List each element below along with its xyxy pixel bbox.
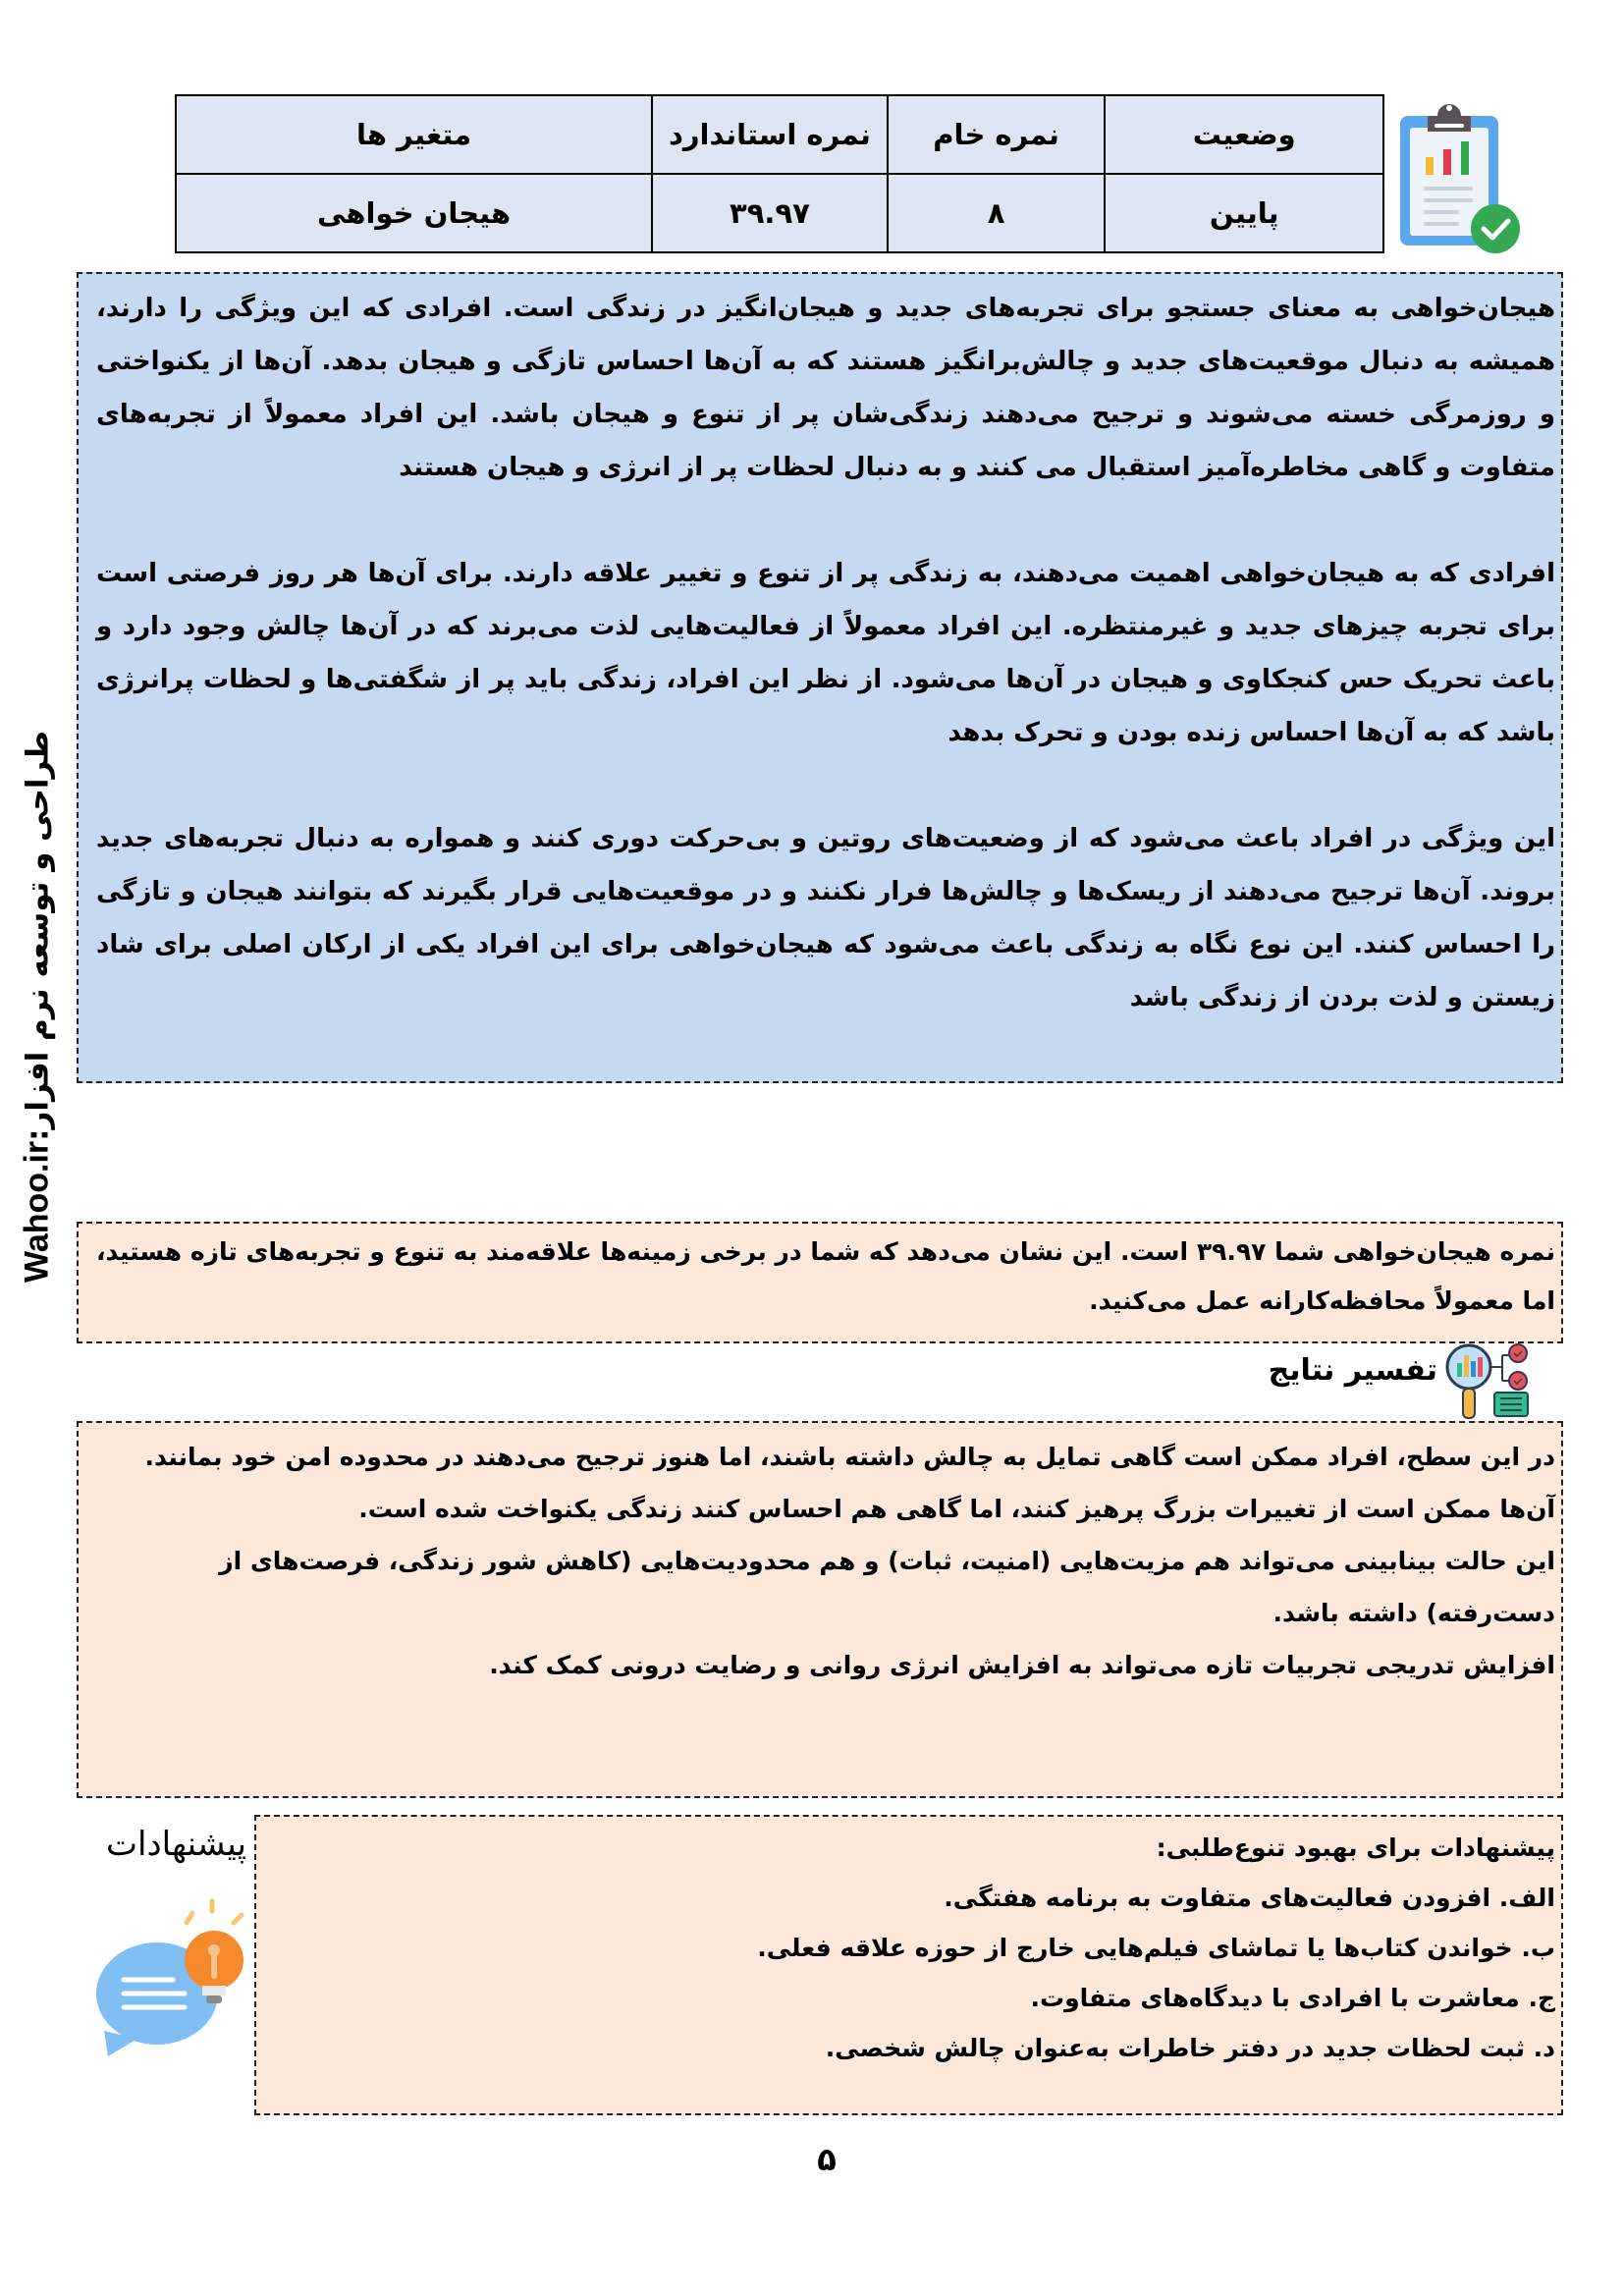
suggestions-box (254, 1815, 1563, 2115)
suggestion-item: د. ثبت لحظات جدید در دفتر خاطرات به‌عنوان چالش شخصی. (825, 2034, 1555, 2062)
suggestion-item: ج. معاشرت با افرادی با دیدگاه‌های متفاوت. (1030, 1984, 1555, 2012)
score-table (175, 94, 1384, 253)
clipboard-chart-check-icon (1394, 94, 1542, 257)
sidebar-credit (8, 730, 67, 1316)
header-variables: متغیر ها (176, 95, 652, 174)
interpretation-title: تفسیر نتایج (1268, 1353, 1437, 1388)
description-paragraph-1: هیجان‌خواهی به معنای جستجو برای تجربه‌های جدید و هیجان‌انگیز در زندگی است. افرادی که این ویژگی را دارند، همیشه به دنبال موقعیت‌های جدید و چالش‌برانگیز هستند که به آن‌ها احساس تازگی و هیجان بدهد. آن‌ها از یکنواختی و روزمرگی خسته می‌شوند و ترجیح می‌دهند زندگی‌شان پر از تنوع و هیجان باشد. این افراد معمولاً از تجربه‌های متفاوت و گاهی مخاطره‌آمیز استقبال می کنند و به دنبال لحظات پر از انرژی و هیجان هستند (96, 294, 1555, 482)
suggestion-item: پیشنهادات برای بهبود تنوع‌طلبی: (1156, 1833, 1555, 1862)
interpretation-item: افزایش تدریجی تجربیات تازه می‌تواند به افزایش انرژی روانی و رضایت درونی کمک کند. (489, 1651, 1555, 1679)
cell-standard-score: ۳۹.۹۷ (652, 174, 888, 252)
description-paragraph-3: این ویژگی در افراد باعث می‌شود که از وضعیت‌های روتین و بی‌حرکت دوری کنند و همواره به دنبال تجربه‌های جدید بروند. آن‌ها ترجیح می‌دهند از ریسک‌ها و چالش‌ها فرار نکنند و در موقعیت‌هایی قرار بگیرند که بتوانند هیجان و تازگی را احساس کنند. این نوع نگاه به زندگی باعث می‌شود که هیجان‌خواهی برای این افراد یکی از ارکان اصلی برای شاد زیستن و لذت بردن از زندگی باشد (96, 824, 1555, 1012)
interpretation-item: آن‌ها ممکن است از تغییرات بزرگ پرهیز کنند، اما گاهی هم احساس کنند زندگی یکنواخت شده است. (358, 1495, 1555, 1523)
header-status: وضعیت (1105, 95, 1383, 174)
suggestions-title: پیشنهادات (106, 1825, 246, 1864)
header-raw-score: نمره خام (888, 95, 1106, 174)
interpretation-item: در این سطح، افراد ممکن است گاهی تمایل به چالش داشته باشند، اما هنوز ترجیح می‌دهند در محدوده امن خود بمانند. (144, 1443, 1555, 1471)
suggestion-item: الف. افزودن فعالیت‌های متفاوت به برنامه هفتگی. (944, 1884, 1555, 1912)
site-name: Wahoo.ir (18, 1140, 56, 1284)
credit-label: طراحی و توسعه نرم افزار: (20, 730, 56, 1141)
suggestion-item: ب. خواندن کتاب‌ها یا تماشای فیلم‌هایی خارج از حوزه علاقه فعلی. (757, 1934, 1555, 1962)
header-standard-score: نمره استاندارد (652, 95, 888, 174)
interpretation-item: این حالت بینابینی می‌تواند هم مزیت‌هایی (امنیت، ثبات) و هم محدودیت‌هایی (کاهش شور زندگی، فرصت‌های از دست‌رفته) داشته باشد. (219, 1547, 1555, 1627)
score-summary-text: نمره هیجان‌خواهی شما ۳۹.۹۷ است. این نشان می‌دهد که شما در برخی زمینه‌ها علاقه‌مند به تنوع و تجربه‌های تازه هستید، اما معمولاً محافظه‌کارانه عمل می‌کنید. (96, 1237, 1555, 1315)
table-header-row (176, 95, 1383, 174)
description-paragraph-2: افرادی که به هیجان‌خواهی اهمیت می‌دهند، به زندگی پر از تنوع و تغییر علاقه دارند. برای آن‌ها هر روز فرصتی است برای تجربه چیزهای جدید و غیرمنتظره. این افراد معمولاً از فعالیت‌هایی لذت می‌برند که در آن‌ها چالش وجود دارد و باعث تحریک حس کنجکاوی و هیجان در آن‌ها می‌شود. از نظر این افراد، زندگی باید پر از شگفتی‌ها و لحظات پرانرژی باشد که به آن‌ها احساس زنده بودن و تحرک بدهد (96, 559, 1555, 747)
page-number: ۵ (817, 2141, 837, 2178)
description-box (77, 272, 1563, 1083)
magnifier-chart-icon (1441, 1341, 1549, 1422)
cell-variable: هیجان خواهی (176, 174, 652, 252)
table-row (176, 174, 1383, 252)
cell-raw-score: ۸ (888, 174, 1106, 252)
cell-status: پایین (1105, 174, 1383, 252)
score-summary-box (77, 1222, 1563, 1343)
chat-bulb-icon (94, 1884, 257, 2056)
interpretation-box (77, 1421, 1563, 1798)
